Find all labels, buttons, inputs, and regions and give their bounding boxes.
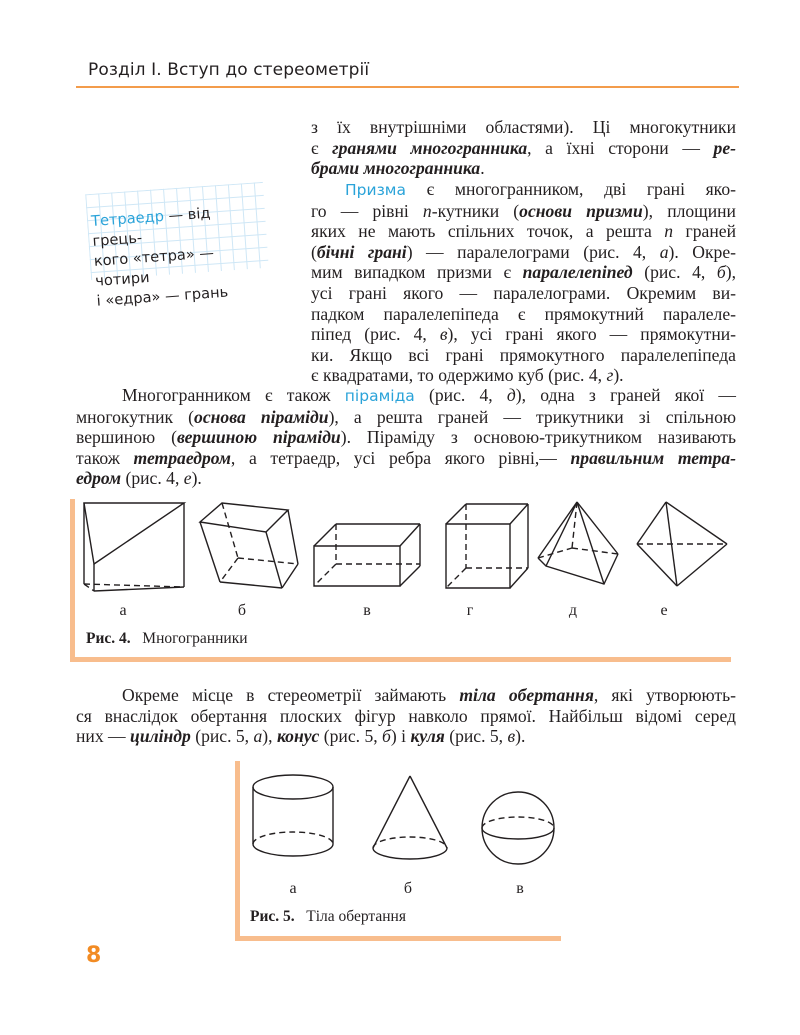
text-line: них — циліндр (рис. 5, а), конус (рис. 5, б) і куля (рис. 5, в). (76, 726, 526, 747)
figure5-cylinder (250, 772, 340, 864)
figure5-caption-text: Тіла обертання (306, 908, 406, 925)
text-line: брами многогранника. (311, 158, 485, 179)
note-line2: кого «тетра» — чотири (93, 244, 215, 290)
text-line: вершиною (вершиною піраміди). Піраміду з основою-трикутником називають (76, 427, 737, 448)
figure4-tetrahedron (633, 498, 733, 592)
text-line: падком паралелепіпеда є прямокутний паралеле- (311, 303, 736, 324)
figure4-label-e: д (568, 602, 578, 619)
figure5-label-c: в (516, 880, 524, 897)
term-prism: Призма (345, 181, 407, 199)
figure4-label-c: в (363, 602, 371, 619)
paragraph-prism (311, 179, 736, 386)
figure4-pyramid (534, 498, 624, 590)
figure5-label-b: б (403, 880, 413, 897)
header-rule (76, 86, 739, 88)
figure4-label-b: б (237, 602, 247, 619)
figure5-accent-bar (235, 761, 240, 941)
paragraph-pyramid (76, 385, 736, 489)
text-line: є гранями многогранника, а їхні сторони — ре- (311, 137, 736, 158)
figure4-label-f: е (660, 602, 668, 619)
note-line1: — від грець- (91, 204, 211, 250)
figure5-sphere (480, 790, 560, 868)
figure4-caption (86, 630, 248, 648)
term-pyramid: піраміда (344, 387, 415, 405)
figure4-label-d: г (466, 602, 474, 619)
text-line: ки. Якщо всі грані прямокутного паралелепіпеда (311, 344, 736, 365)
figure5-label-a: а (289, 880, 297, 897)
text-line: також тетраедром, а тетраедр, усі ребра якого рівні,— правильним тетра- (76, 447, 737, 468)
running-header: Розділ І. Вступ до стереометрії (88, 60, 370, 80)
figure5-accent-rule (235, 936, 561, 941)
text-line: є квадратами, то одержимо куб (рис. 4, г). (311, 365, 624, 386)
text-line: Окреме місце в стереометрії займають тіла обертання, які утворюють- (122, 685, 736, 705)
text-line: Призма є многогранником, дві грані яко- (345, 179, 736, 199)
figure5-cone (370, 772, 452, 868)
text-line: многокутник (основа піраміди), а решта граней — трикутники зі спільною (76, 406, 737, 427)
text-line: го — рівні n-кутники (основи призми), площини (311, 200, 736, 221)
figure5-caption-label: Рис. 5. (250, 908, 295, 925)
figure4-label-a: а (119, 602, 127, 619)
margin-note (85, 182, 269, 310)
figure4-accent-bar (70, 499, 75, 662)
text-line: едром (рис. 4, е). (76, 468, 202, 489)
text-line: ся внаслідок обертання плоских фігур навколо прямої. Найбільш відомі серед (76, 705, 736, 726)
note-term: Тетраедр (90, 207, 165, 230)
text-line: мим випадком призми є паралелепіпед (рис. 4, б), (311, 262, 737, 283)
text-line: піпед (рис. 4, в), усі грані якого — прямокутни- (311, 324, 737, 345)
paragraph-faces (311, 117, 736, 179)
text-line: Многогранником є також піраміда (рис. 4, д), одна з граней якої — (122, 385, 736, 405)
figure5-caption (250, 908, 406, 926)
margin-note-text (90, 200, 269, 312)
note-line3: і «едра» — грань (96, 283, 229, 310)
text-line: яких не мають спільних точок, а решта n граней (311, 221, 736, 242)
text-line: з їх внутрішніми областями). Ці многокутники (311, 117, 736, 137)
page-number: 8 (86, 943, 102, 968)
figure4-cube (442, 500, 532, 592)
figure4-caption-text: Многогранники (142, 630, 248, 647)
figure4-parallelepiped (198, 500, 302, 588)
figure4-rectangular-box (312, 518, 424, 590)
text-line: усі грані якого — паралелограми. Окремим ви- (311, 282, 736, 303)
paragraph-revolution (76, 685, 736, 747)
text-line: (бічні грані) — паралелограми (рис. 4, а). Окре- (311, 241, 737, 262)
figure4-prism (80, 500, 190, 595)
figure4-accent-rule (70, 657, 731, 662)
figure4-caption-label: Рис. 4. (86, 630, 131, 647)
